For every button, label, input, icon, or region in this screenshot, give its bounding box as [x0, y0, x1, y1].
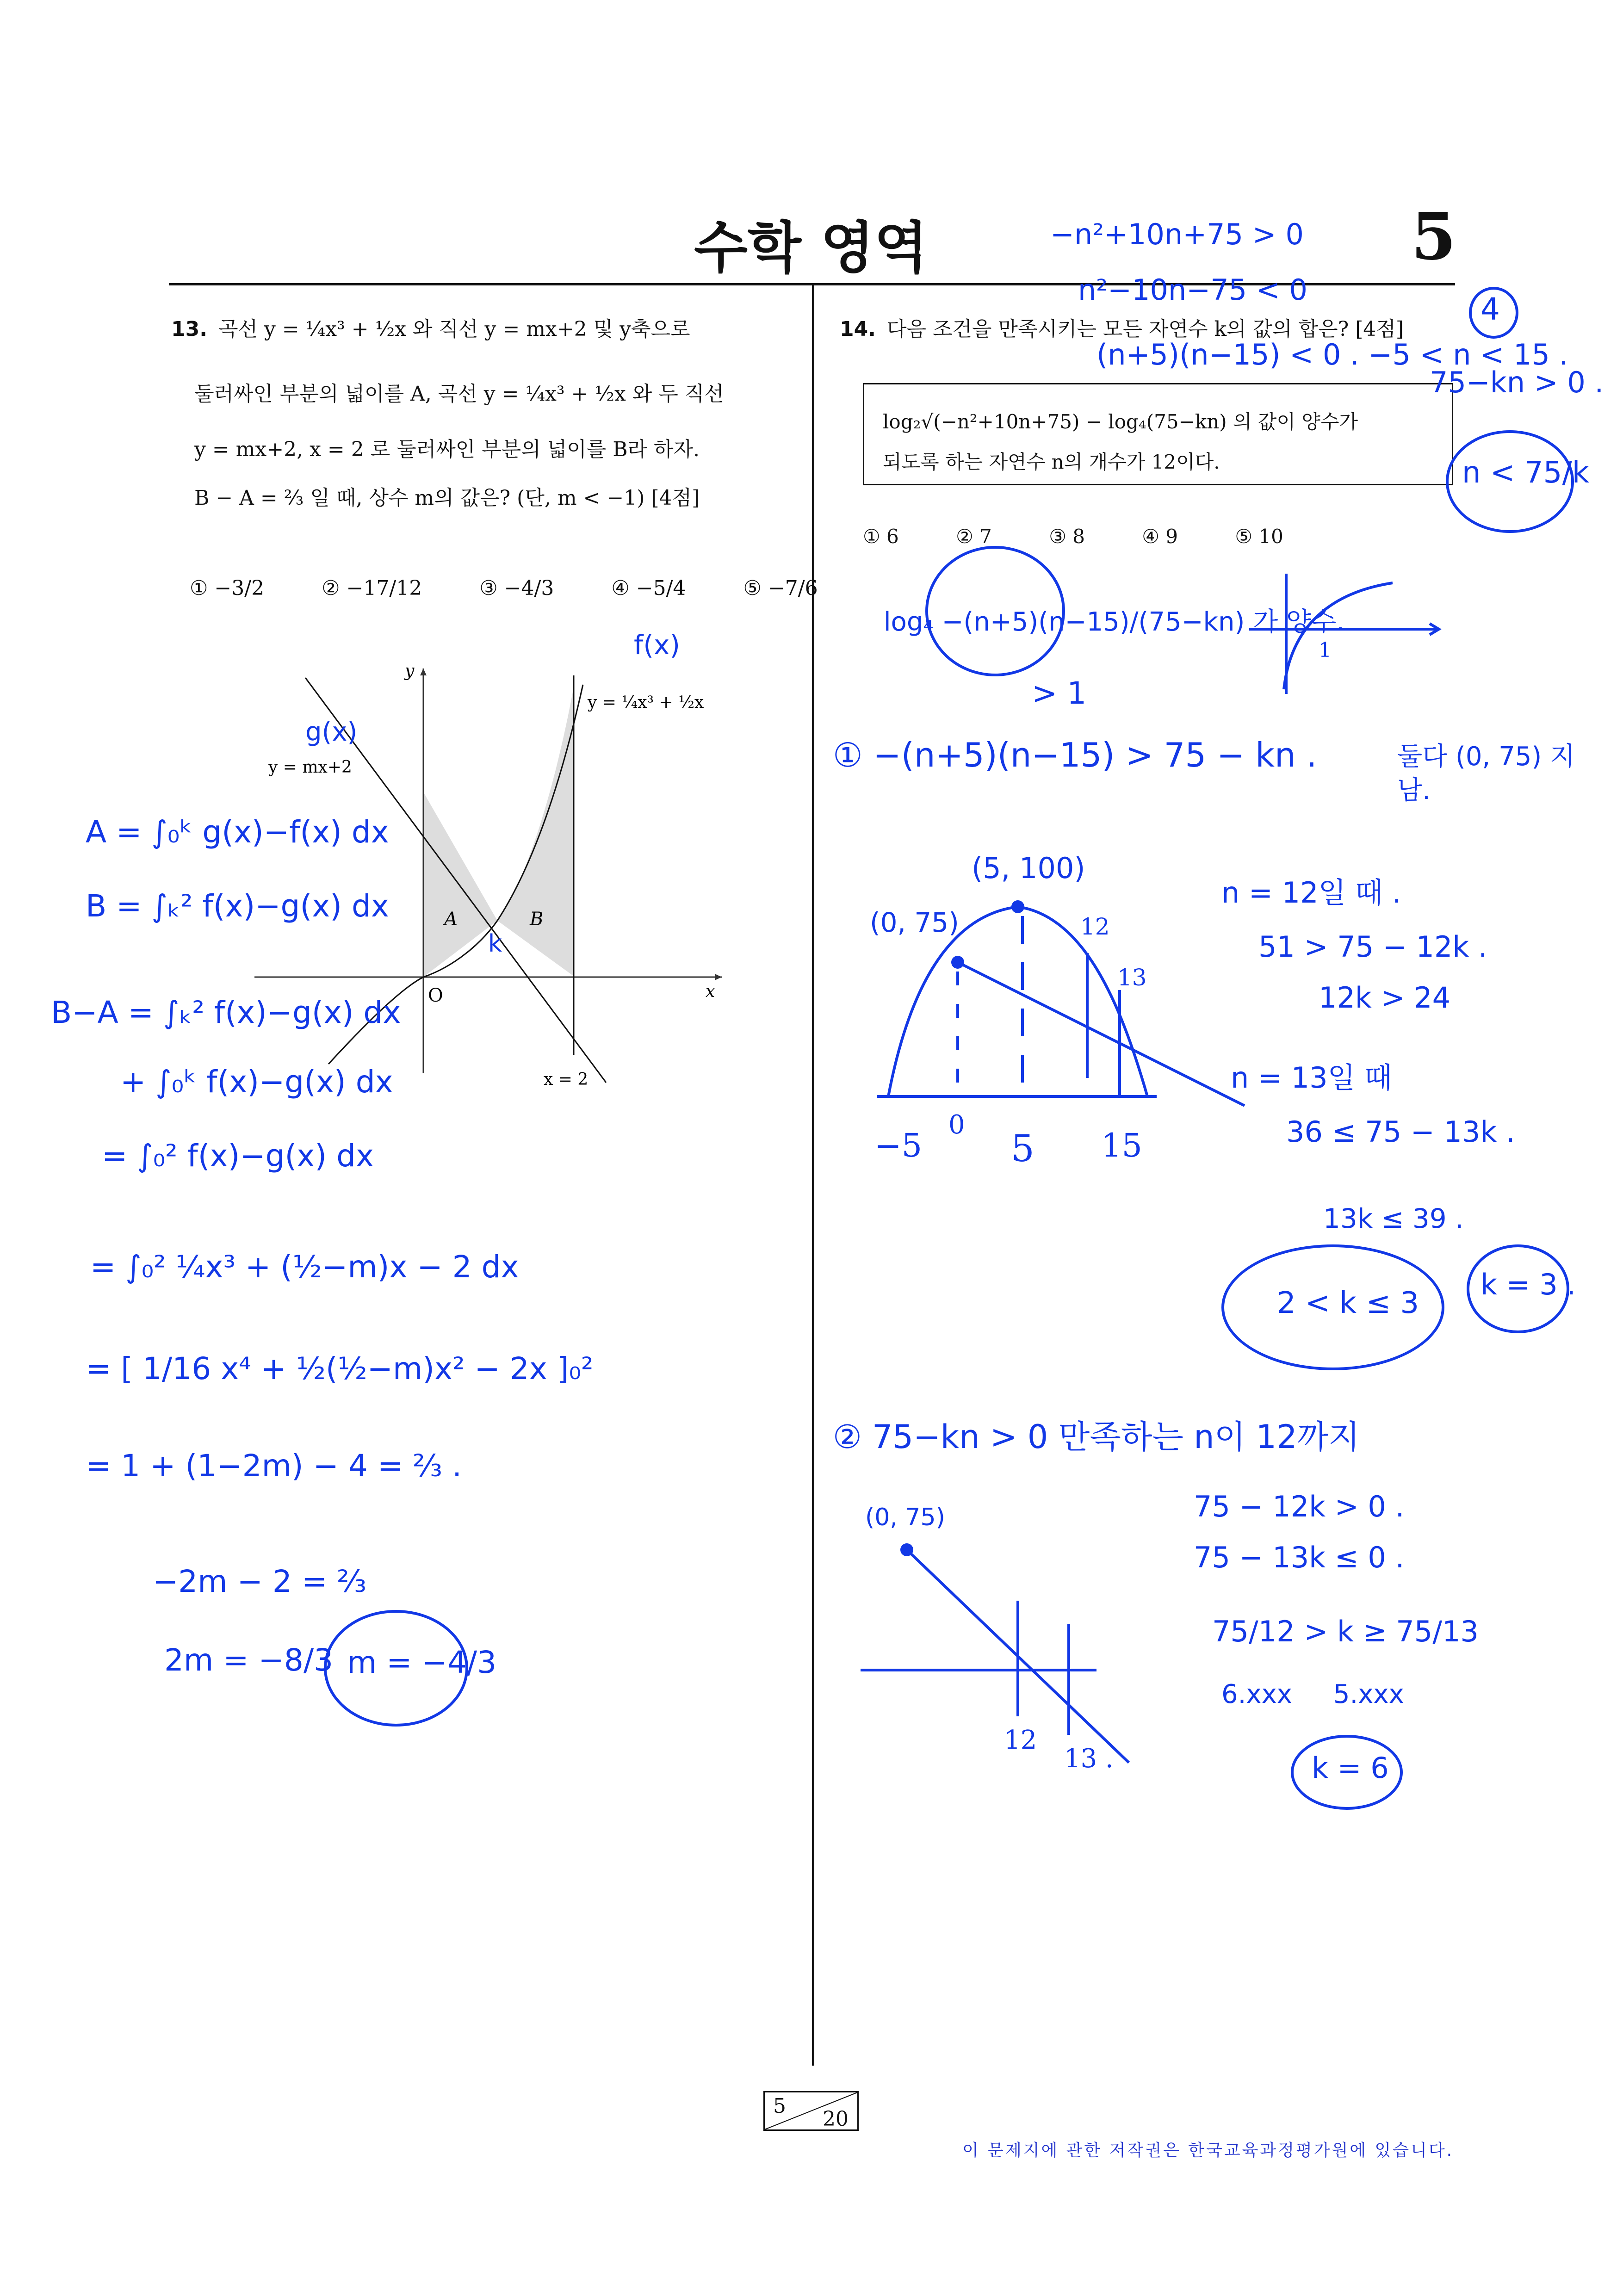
problem-13-line-4: B − A = ⅔ 일 때, 상수 m의 값은? (단, m < −1) [4점]: [194, 486, 700, 510]
hw-log-note: log₄ −(n+5)(n−15)/(75−kn) 가 양수.: [884, 607, 1344, 637]
hw-parabola-graph: [870, 879, 1263, 1175]
problem-14-text: 다음 조건을 만족시키는 모든 자연수 k의 값의 합은? [4점]: [886, 317, 1404, 341]
hw-m-answer: m = −4/3: [347, 1645, 497, 1680]
choice-3[interactable]: ③ 8: [1049, 525, 1085, 548]
hw-a-integral: A = ∫₀ᵏ g(x)−f(x) dx: [86, 814, 389, 850]
condition-line-2: 되도록 하는 자연수 n의 개수가 12이다.: [883, 451, 1220, 473]
hw-lbl-0: 0: [948, 1110, 965, 1140]
hw-k-label: k: [488, 930, 502, 958]
problem-14-choices: [863, 525, 1334, 548]
hw-lbl-15: 15: [1101, 1126, 1143, 1164]
hw-ba-5: = [ 1/16 x⁴ + ½(½−m)x² − 2x ]₀²: [86, 1351, 594, 1386]
hw-point-0-75-b: (0, 75): [865, 1504, 945, 1531]
hw-lbl-12: 12: [1080, 913, 1110, 940]
hw-n13-head: n = 13일 때: [1231, 1061, 1393, 1095]
hw-both-note: 둘다 (0, 75) 지남.: [1397, 742, 1575, 805]
choice-1[interactable]: ① 6: [863, 525, 899, 548]
hw-m-2: 2m = −8/3: [164, 1642, 334, 1678]
hw-vertex: (5, 100): [972, 851, 1085, 885]
problem-13-line-3: y = mx+2, x = 2 로 둘러싸인 부분의 넓이를 B라 하자.: [194, 438, 700, 461]
hw-n12-a: 51 > 75 − 12k .: [1258, 930, 1487, 964]
hw-log-graph: [1240, 564, 1448, 703]
hw-ineq-4: 75−kn > 0 .: [1430, 365, 1604, 399]
line-label: y = mx+2: [268, 758, 352, 777]
hw-lbl-m5: −5: [874, 1126, 923, 1164]
hw-case-1-title: ① −(n+5)(n−15) > 75 − kn .: [833, 736, 1317, 774]
page-counter: [763, 2091, 859, 2131]
hw-b-integral: B = ∫ₖ² f(x)−g(x) dx: [86, 888, 389, 924]
hw-ba-4: = ∫₀² ¼x³ + (½−m)x − 2 dx: [90, 1249, 519, 1285]
hw-k3: k = 3 .: [1481, 1268, 1576, 1301]
hw-c2-c: 75/12 > k ≥ 75/13: [1212, 1615, 1479, 1648]
page-title: 수학 영역: [694, 216, 928, 280]
hw-ineq-1: −n²+10n+75 > 0: [1050, 217, 1304, 251]
hw-fx-label: f(x): [634, 629, 680, 661]
problem-13-choices: [190, 578, 869, 599]
hw-line-graph: [856, 1531, 1157, 1772]
choice-5[interactable]: ⑤ 10: [1235, 525, 1283, 548]
choice-4[interactable]: ④ −5/4: [611, 576, 686, 600]
curve-label: y = ¼x³ + ½x: [588, 693, 704, 712]
vline-label: x = 2: [544, 1070, 588, 1089]
region-a-shade: [423, 792, 497, 977]
choice-3[interactable]: ③ −4/3: [479, 576, 554, 600]
condition-line-1: log₂√(−n²+10n+75) − log₄(75−kn) 의 값이 양수가: [883, 410, 1358, 433]
page-current: 5: [773, 2094, 786, 2118]
hw-lbl-5: 5: [1011, 1127, 1035, 1170]
hw-log-graph-one: 1: [1319, 638, 1332, 662]
hw-ba-1: B−A = ∫ₖ² f(x)−g(x) dx: [51, 995, 401, 1030]
hw-lbl-13: 13: [1117, 964, 1147, 991]
problem-13-graph: [241, 648, 763, 1101]
hw-c2-a: 75 − 12k > 0 .: [1194, 1490, 1405, 1523]
region-a-label: A: [444, 909, 458, 930]
problem-13-text-1: 곡선 y = ¼x³ + ½x 와 직선 y = mx+2 및 y축으로: [218, 317, 690, 341]
choice-4[interactable]: ④ 9: [1142, 525, 1178, 548]
hw-n13-a: 36 ≤ 75 − 13k .: [1286, 1115, 1515, 1149]
hw-case-2-title: ② 75−kn > 0 만족하는 n이 12까지: [833, 1418, 1360, 1456]
problem-13-number: 13.: [171, 317, 207, 341]
hw-n12-head: n = 12일 때 .: [1221, 876, 1401, 910]
hw-ba-6: = 1 + (1−2m) − 4 = ⅔ .: [86, 1448, 462, 1484]
hw-c2-d: 6.xxx 5.xxx: [1221, 1679, 1404, 1709]
choice-1[interactable]: ① −3/2: [190, 576, 265, 600]
hw-ineq-2: n²−10n−75 < 0: [1078, 273, 1307, 307]
region-b-label: B: [530, 909, 544, 930]
hw-gx-label: g(x): [305, 717, 358, 747]
hw-lbl-13b: 13 .: [1064, 1744, 1114, 1772]
origin-label: O: [428, 985, 443, 1006]
column-divider: [812, 285, 814, 2066]
problem-13-line-1: [171, 319, 690, 340]
x-axis-label: x: [706, 982, 715, 1001]
choice-2[interactable]: ② −17/12: [322, 576, 422, 600]
hw-ba-3: = ∫₀² f(x)−g(x) dx: [102, 1138, 374, 1174]
copyright-notice: 이 문제지에 관한 저작권은 한국교육과정평가원에 있습니다.: [962, 2141, 1454, 2160]
problem-14-number: 14.: [840, 317, 876, 341]
hw-gt-one: > 1: [1032, 675, 1087, 711]
choice-2[interactable]: ② 7: [956, 525, 992, 548]
hw-answer: 4: [1481, 291, 1500, 327]
hw-range-answer: 2 < k ≤ 3: [1277, 1286, 1419, 1320]
page-number: 5: [1411, 199, 1456, 275]
hw-c2-b: 75 − 13k ≤ 0 .: [1194, 1541, 1405, 1574]
hw-n13-b: 13k ≤ 39 .: [1323, 1203, 1464, 1234]
hw-m-1: −2m − 2 = ⅔: [153, 1564, 367, 1599]
hw-n-bound: n < 75/k: [1462, 456, 1589, 490]
hw-k6: k = 6: [1312, 1751, 1389, 1785]
hw-ineq-3: (n+5)(n−15) < 0 . −5 < n < 15 .: [1096, 338, 1568, 371]
problem-13-line-2: 둘러싸인 부분의 넓이를 A, 곡선 y = ¼x³ + ½x 와 두 직선: [194, 382, 724, 406]
region-b-shade: [497, 687, 574, 976]
hw-lbl-12b: 12: [1004, 1725, 1037, 1755]
condition-box: [863, 383, 1453, 485]
choice-5[interactable]: ⑤ −7/6: [743, 576, 818, 600]
page-total: 20: [823, 2107, 849, 2131]
hw-n12-b: 12k > 24: [1319, 981, 1451, 1015]
y-axis-label: y: [405, 662, 415, 681]
hw-ba-2: + ∫₀ᵏ f(x)−g(x) dx: [120, 1064, 393, 1100]
problem-14-stem: [840, 319, 1404, 340]
hw-point-0-75: (0, 75): [870, 907, 959, 938]
